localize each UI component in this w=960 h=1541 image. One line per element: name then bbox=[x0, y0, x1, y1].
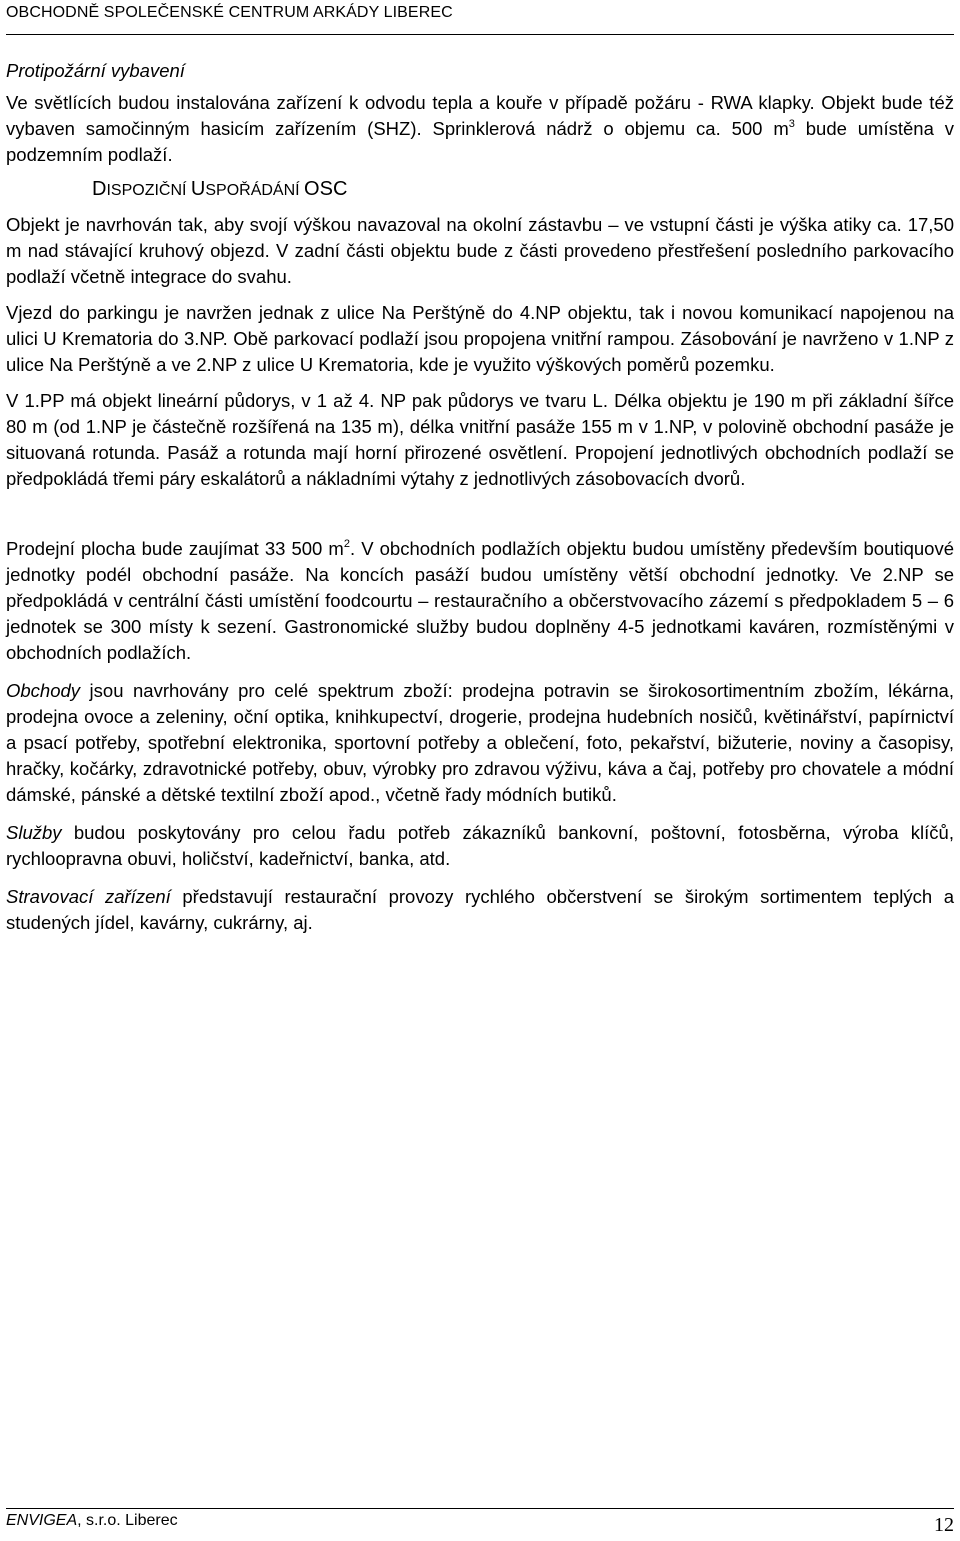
page-content bbox=[6, 58, 954, 936]
dining-label: Stravovací zařízení bbox=[6, 886, 171, 907]
services-text: budou poskytovány pro celou řadu potřeb zákazníků bankovní, poštovní, fotosběrna, výroba klíčů, rychloopravna obuvi, holičství, kadeřnictví, banka, atd. bbox=[6, 822, 954, 869]
page-footer bbox=[6, 1508, 954, 1538]
sales-text-after: . V obchodních podlažích objektu budou umístěny především boutiquové jednotky podél obchodní pasáže. Na koncích pasáží budou umístěny větší obchodní jednotky. Ve 2.NP se předpokládá v centrální části umístění foodcourtu – restauračního a občerstvovacího zázemí s předpokladem 5 – 6 jednotek se 300 místy k sezení. Gastronomické služby budou doplněny 4-5 jednotkami kaváren, rozmístěnými v obchodních podlažích. bbox=[6, 538, 955, 663]
layout-heading-d: D bbox=[92, 178, 107, 200]
page-number: 12 bbox=[934, 1514, 954, 1536]
shops-paragraph bbox=[6, 678, 954, 808]
fire-text-before: Ve světlících budou instalována zařízení k odvodu tepla a kouře v případě požáru - RWA klapky. Objekt bude též vybaven samočinným hasicím zařízením (SHZ). Sprinklerová nádrž o objemu ca. 500 m bbox=[6, 92, 954, 139]
layout-heading-u: U bbox=[190, 178, 206, 200]
fire-text-after: bude umístěna v podzemním podlaží. bbox=[6, 118, 954, 165]
header-title: OBCHODNĚ SPOLEČENSKÉ CENTRUM ARKÁDY LIBEREC bbox=[6, 4, 453, 21]
layout-heading-osc: OSC bbox=[304, 178, 348, 200]
layout-heading-ispozicni: ISPOZIČNÍ bbox=[106, 182, 191, 199]
fire-sup: 3 bbox=[788, 118, 795, 130]
dining-paragraph bbox=[6, 884, 954, 936]
fire-equipment-heading: Protipožární vybavení bbox=[6, 60, 185, 81]
dining-text: představují restaurační provozy rychlého občerstvení se širokým sortimentem teplých a studených jídel, kavárny, cukrárny, aj. bbox=[6, 886, 955, 933]
layout-heading-sporadani: SPOŘÁDÁNÍ bbox=[205, 182, 305, 199]
services-label: Služby bbox=[6, 822, 62, 843]
shops-label: Obchody bbox=[6, 680, 81, 701]
footer-org-suffix: , s.r.o. Liberec bbox=[77, 1512, 178, 1529]
footer-company bbox=[6, 1512, 178, 1530]
sales-paragraph-1 bbox=[6, 536, 954, 666]
sales-sup: 2 bbox=[343, 538, 350, 550]
layout-heading bbox=[92, 176, 954, 204]
layout-paragraph-3: V 1.PP má objekt lineární půdorys, v 1 až 4. NP pak půdorys ve tvaru L. Délka objektu je 190 m při základní šířce 80 m (od 1.NP je částečně rozšířená na 135 m), délka vnitřní pasáže 155 m v 1.NP, v polovině obchodní pasáže je situovaná rotunda. Pasáž a rotunda mají horní přirozené osvětlení. Propojení jednotlivých obchodních podlaží se předpokládá třemi páry eskalátorů a nákladními výtahy z jednotlivých zásobovacích dvorů. bbox=[6, 390, 954, 489]
layout-paragraph-1: Objekt je navrhován tak, aby svojí výškou navazoval na okolní zástavbu – ve vstupní části je výška atiky ca. 17,50 m nad stávající kruhový objezd. V zadní části objektu bude z části provedeno přestřešení posledního parkovacího podlaží včetně integrace do svahu. bbox=[6, 214, 954, 287]
services-paragraph bbox=[6, 820, 954, 872]
shops-text: jsou navrhovány pro celé spektrum zboží: prodejna potravin se širokosortimentním zbožím, lékárna, prodejna ovoce a zeleniny, oční optika, knihkupectví, drogerie, prodejna hudebních nosičů, květinářství, papírnictví a psací potřeby, spotřební elektronika, sportovní potřeby a oblečení, foto, pekařství, bižuterie, noviny a časopisy, hračky, kočárky, zdravotnické potřeby, obuv, výrobky pro zdravou výživu, káva a čaj, potřeby pro chovatele a módní dámské, pánské a dětské textilní zboží apod., včetně řady módních butiků. bbox=[6, 680, 954, 805]
page-header bbox=[6, 2, 954, 35]
sales-text-before: Prodejní plocha bude zaujímat 33 500 m bbox=[6, 538, 344, 559]
footer-org: ENVIGEA bbox=[6, 1512, 78, 1529]
layout-paragraph-2: Vjezd do parkingu je navržen jednak z ulice Na Perštýně do 4.NP objektu, tak i novou komunikací napojenou na ulici U Krematoria do 3.NP. Obě parkovací podlaží jsou propojena vnitřní rampou. Zásobování je navrženo v 1.NP z ulice Na Perštýně a ve 2.NP z ulice U Krematoria, kde je využito výškových poměrů pozemku. bbox=[6, 302, 954, 375]
fire-equipment-paragraph bbox=[6, 90, 954, 168]
